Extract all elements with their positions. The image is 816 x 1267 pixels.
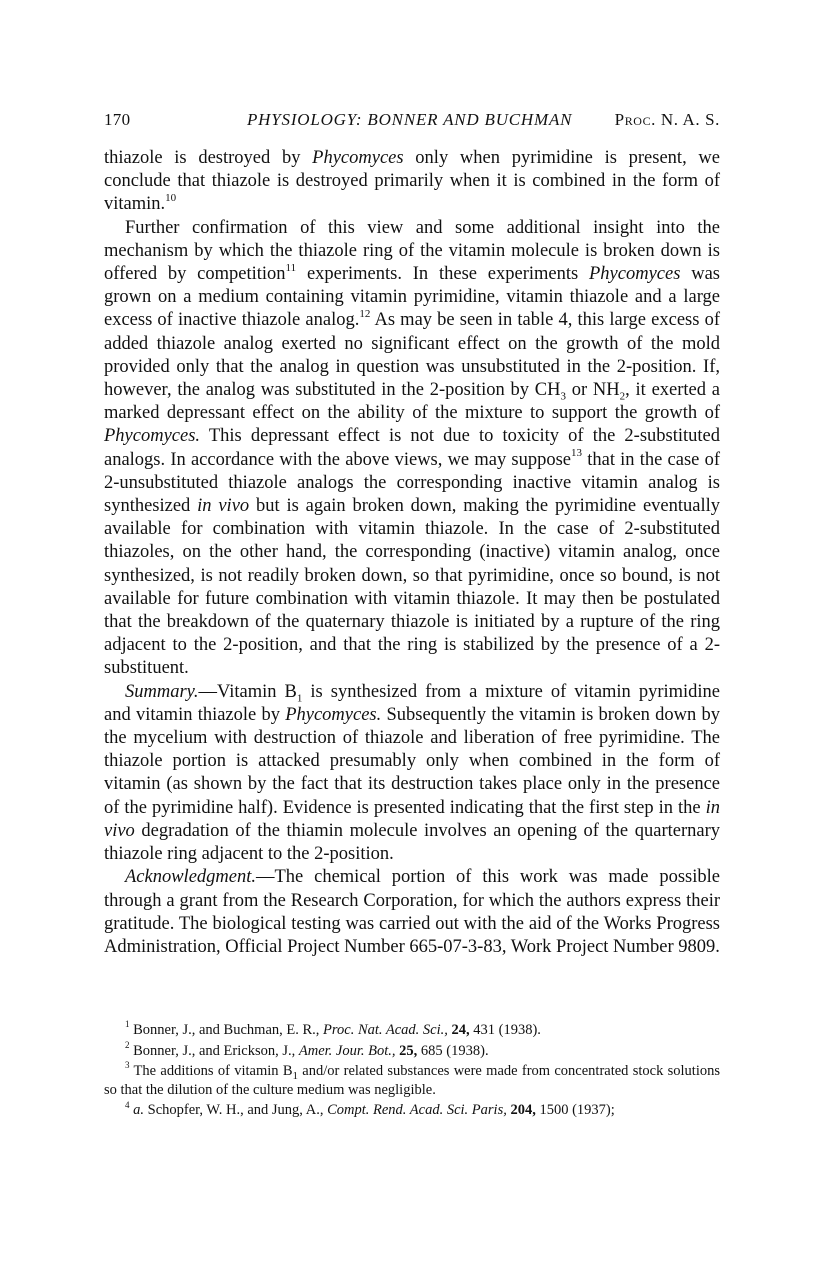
reference-marker: 10 [165, 192, 177, 205]
journal-title: Amer. Jour. Bot., [298, 1042, 396, 1059]
italic-run: Phycomyces. [104, 426, 201, 447]
text-run: was grown on a medium containing vitamin pyrimidine, vitamin thiazole and a large excess of inactive thiazole analog. [104, 264, 720, 331]
text-run: 1500 (1937); [535, 1102, 615, 1119]
italic-run: Phycomyces. [285, 704, 382, 725]
text-run: that in the case of 2-unsubstituted thiazole analogs the corresponding inactive vitamin analog is synthesized [104, 449, 720, 517]
italic-run: Phycomyces [312, 148, 404, 168]
text-run: but is again broken down, making the pyrimidine eventually available for combination with vitamin thiazole. In the case of 2-substituted thiazoles, on the other hand, the corresponding (inactive) vitamin analog, once synthesized, is not readily broken down, so that pyrimidine, once so bound, is not available for future combination with vitamin thiazole. It may then be postulated that the breakdown of the quaternary thiazole is initiated by a rupture of the ring adjacent to the 2-position, and that the ring is stabilized by the presence of a 2-substituent. [104, 496, 721, 679]
footnote-2 [104, 1039, 720, 1061]
text-run: only when pyrimidine is present, we conclude that thiazole is destroyed primarily when it is combined in the form of vitamin. [104, 148, 720, 215]
subscript: 1 [296, 692, 303, 705]
text-run: degradation of the thiamin molecule involves an opening of the quarternary thiazole ring adjacent to the 2-position. [104, 820, 720, 865]
reference-marker: 13 [571, 447, 583, 460]
article-body [104, 147, 720, 959]
reference-marker: 11 [285, 261, 297, 274]
text-run: Further confirmation of this view and some additional insight into the mechanism by which the thiazole ring of the vitamin molecule is broken down is offered by competition [104, 217, 720, 285]
subscript: 3 [560, 390, 566, 403]
text-run: or NH [566, 380, 620, 401]
journal-title: Compt. Rend. Acad. Sci. Paris, [327, 1102, 507, 1119]
footnotes [104, 1021, 720, 1120]
section-heading: Summary. [125, 681, 199, 702]
paragraph-continued [104, 147, 720, 217]
footnote-number: 3 [125, 1060, 130, 1071]
footnote-number: 2 [125, 1039, 130, 1050]
text-run: 431 (1938). [469, 1022, 541, 1038]
paragraph-acknowledgment [104, 866, 720, 959]
footnote-number: 1 [125, 1019, 130, 1030]
text-run: experiments. In these experiments [296, 264, 589, 285]
text-run: is synthesized from a mixture of vitamin pyrimidine and vitamin thiazole by [104, 681, 721, 725]
text-run: thiazole is destroyed by [104, 148, 313, 168]
text-run: , it exerted a marked depressant effect on the ability of the mixture to support the growth of [104, 380, 720, 424]
journal-title: Proc. Nat. Acad. Sci., [323, 1022, 448, 1038]
text-run: —Vitamin B [198, 681, 297, 702]
journal-abbreviation: Proc. N. A. S. [614, 110, 720, 129]
subscript: 1 [292, 1070, 298, 1083]
text-run: 685 (1938). [417, 1042, 489, 1059]
text-run: The additions of vitamin B [129, 1063, 293, 1080]
running-title: PHYSIOLOGY: BONNER AND BUCHMAN [247, 110, 573, 129]
text-run: and/or related substances were made from concentrated stock solutions so that the dilution of the culture medium was negligible. [104, 1063, 720, 1098]
italic-run: in vivo [197, 496, 250, 517]
text-run: Schopfer, W. H., and Jung, A., [144, 1102, 328, 1119]
paragraph-competition [104, 217, 720, 681]
footnote-4 [104, 1101, 720, 1120]
text-run: Bonner, J., and Erickson, J., [129, 1042, 299, 1059]
volume-number: 204, [506, 1102, 536, 1119]
italic-run: Phycomyces [589, 264, 681, 285]
reference-marker: 12 [359, 308, 371, 321]
paragraph-summary [104, 681, 720, 867]
section-heading: Acknowledgment. [125, 867, 256, 888]
footnote-3 [104, 1062, 720, 1099]
subscript: 2 [619, 390, 626, 403]
text-run: —The chemical portion of this work was made possible through a grant from the Research Corporation, for which the authors express their gratitude. The biological testing was carried out with the aid of the Works Progress Administration, Official Project Number 665-07-3-83, Work Project Number 9809. [104, 867, 720, 957]
running-header [104, 108, 720, 132]
footnote-number: 4 [125, 1099, 130, 1110]
volume-number: 24, [447, 1022, 470, 1038]
text-run: Subsequently the vitamin is broken down by the mycelium with destruction of thiazole and liberation of free pyrimidine. The thiazole portion is attacked presumably only when combined in the form of vitamin (as shown by the fact that its destruction takes place only in the presence of the pyrimidine half). Evidence is presented indicating that the first step in the [104, 704, 720, 818]
text-run: This depressant effect is not due to toxicity of the 2-substituted analogs. In accordance with the above views, we may suppose [104, 426, 720, 470]
footnote-1 [104, 1021, 720, 1040]
italic-run: in vivo [104, 797, 720, 841]
text-run: As may be seen in table 4, this large excess of added thiazole analog exerted no significant effect on the growth of the mold provided only that the analog in question was unsubstituted in the 2-position. If, however, the analog was substituted in the 2-position by CH [104, 310, 720, 401]
text-run: Bonner, J., and Buchman, E. R., [129, 1022, 324, 1038]
volume-number: 25, [395, 1042, 418, 1059]
page-number: 170 [104, 110, 131, 129]
italic-run: a. [129, 1102, 144, 1119]
